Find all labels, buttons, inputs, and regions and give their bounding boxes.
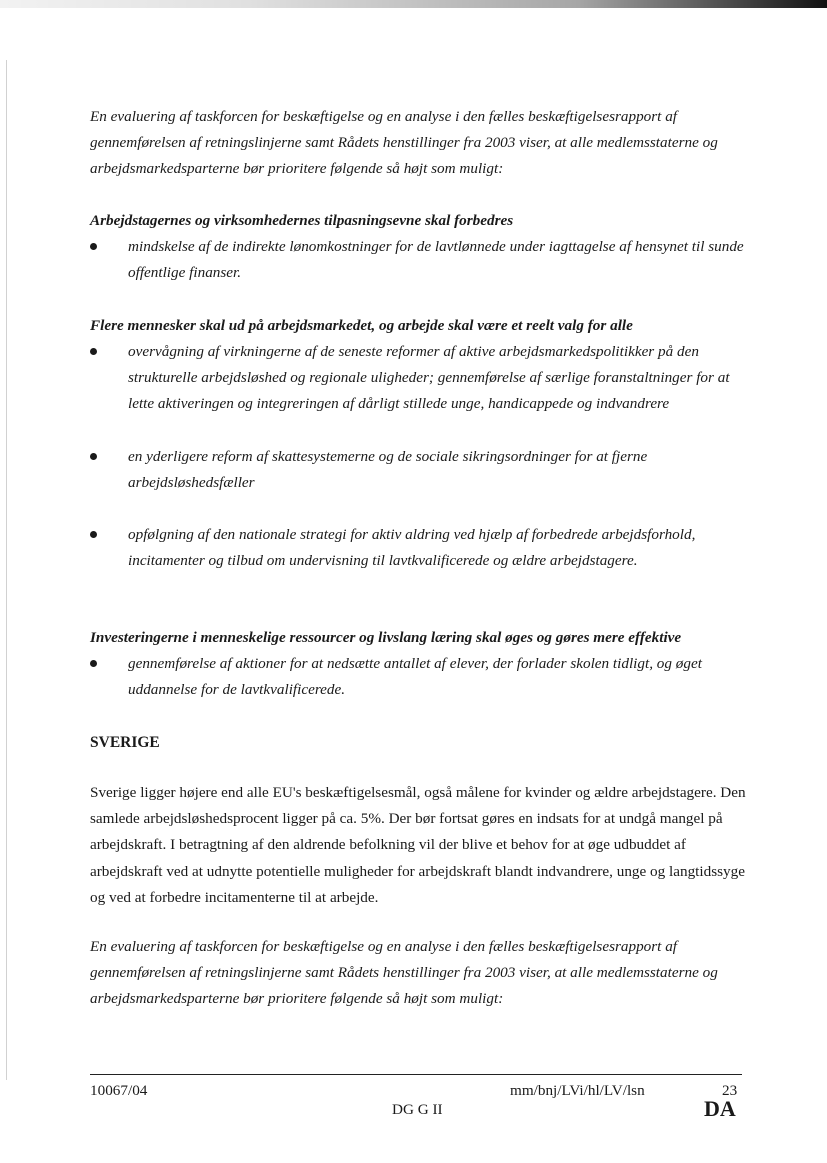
footer-page-number: 23 xyxy=(722,1082,738,1099)
bullet-text: overvågning af virkningerne af de seneste reformer af aktive arbejdsmarkedspolitikker på den strukturelle arbejdsløshed og regionale uligheder; gennemførelse af særlige foranstaltninger for at lette aktiveringen og integreringen af dårligt stillede unge, handicappede og indvandrere xyxy=(128,343,730,413)
footer-dg: DG G II xyxy=(392,1101,443,1118)
bullet-text: opfølgning af den nationale strategi for aktiv aldring ved hjælp af forbedrede arbejdsforhold, incitamenter og tilbud om undervisning til lavtkvalificerede og ældre arbejdstagere. xyxy=(128,526,696,570)
section-heading: Arbejdstagernes og virksomhedernes tilpasningsevne skal forbedres xyxy=(90,212,514,229)
intro-paragraph-2-text: En evaluering af taskforcen for beskæftigelse og en analyse i den fælles beskæftigelsesrapport af gennemførelsen af retningslinjerne samt Rådets henstillinger fra 2003 viser, at alle medlemsstaterne og arbejdsmarkedsparterne bør prioritere følgende så højt som muligt: xyxy=(90,938,718,1008)
section-heading: Flere mennesker skal ud på arbejdsmarkedet, og arbejde skal være et reelt valg for alle xyxy=(90,317,633,334)
bullet-list xyxy=(90,339,750,574)
bullet-list xyxy=(90,651,750,703)
bullet-icon xyxy=(90,660,97,667)
bullet-text: en yderligere reform af skattesystemerne og de sociale sikringsordninger for at fjerne arbejdsløshedsfæller xyxy=(128,447,648,491)
country-body-text: Sverige ligger højere end alle EU's beskæftigelsesmål, også målene for kvinder og ældre arbejdstagere. Den samlede arbejdsløshedsprocent ligger på ca. 5%. Der bør fortsat gøres en indsats for at undgå mangel på arbejdskraft. I betragtning af den aldrende befolkning vil der blive et behov for at øge udbuddet af arbejdskraft ved at udnytte potentielle muligheder for arbejdskraft blandt indvandrere, unge og langtidssyge og ved at forbedre incitamenterne til at arbejde. xyxy=(90,784,746,906)
bullet-icon xyxy=(90,531,97,538)
intro-paragraph-1-text: En evaluering af taskforcen for beskæftigelse og en analyse i den fælles beskæftigelsesrapport af gennemførelsen af retningslinjerne samt Rådets henstillinger fra 2003 viser, at alle medlemsstaterne og arbejdsmarkedsparterne bør prioritere følgende så højt som muligt: xyxy=(90,108,718,178)
bullet-text: mindskelse af de indirekte lønomkostninger for de lavtlønnede under iagttagelse af hensynet til sunde offentlige finanser. xyxy=(128,238,744,282)
intro-paragraph-2 xyxy=(90,934,750,1013)
section-human-resources xyxy=(90,625,750,703)
bullet-item xyxy=(90,522,750,574)
bullet-icon xyxy=(90,453,97,460)
scan-edge-top xyxy=(0,0,827,8)
country-title: SVERIGE xyxy=(90,734,160,751)
bullet-item xyxy=(90,651,750,703)
footer-rule xyxy=(90,1074,742,1075)
footer-doc-number: 10067/04 xyxy=(90,1082,148,1099)
footer-initials: mm/bnj/LVi/hl/LV/lsn xyxy=(510,1082,645,1099)
section-heading: Investeringerne i menneskelige ressourcer og livslang læring skal øges og gøres mere effektive xyxy=(90,629,682,646)
bullet-icon xyxy=(90,348,97,355)
country-body xyxy=(90,780,750,911)
section-employment xyxy=(90,313,750,574)
bullet-icon xyxy=(90,243,97,250)
intro-paragraph-1 xyxy=(90,104,750,183)
bullet-item xyxy=(90,339,750,418)
scan-edge-left xyxy=(6,60,7,1080)
bullet-list xyxy=(90,234,750,286)
bullet-item xyxy=(90,234,750,286)
section-adaptability xyxy=(90,208,750,286)
bullet-item xyxy=(90,444,750,496)
country-section xyxy=(90,730,750,756)
bullet-text: gennemførelse af aktioner for at nedsætte antallet af elever, der forlader skolen tidligt, og øget uddannelse for de lavtkvalificerede. xyxy=(128,655,702,699)
footer-language: DA xyxy=(704,1096,736,1121)
